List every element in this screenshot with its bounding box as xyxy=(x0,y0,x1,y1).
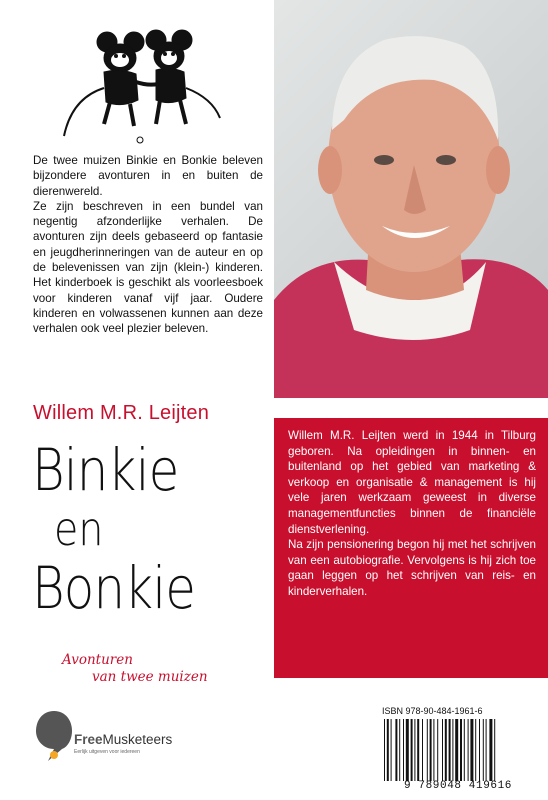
barcode-bar xyxy=(437,719,438,781)
barcode-bar xyxy=(427,719,428,781)
barcode-block xyxy=(378,706,538,794)
title-line-binkie: Binkie xyxy=(32,436,179,504)
barcode-bar xyxy=(452,719,453,781)
barcode-bar xyxy=(387,719,389,781)
speech-bubble-icon xyxy=(34,707,74,763)
barcode-bar xyxy=(391,719,392,781)
title-line-en: en xyxy=(54,502,104,556)
barcode-bar xyxy=(449,719,451,781)
author-portrait-graphic xyxy=(274,0,548,398)
barcode-bar xyxy=(483,719,484,781)
barcode-bar xyxy=(384,719,385,781)
barcode-graphic xyxy=(382,719,536,781)
barcode-bar xyxy=(475,719,476,781)
barcode-bar xyxy=(464,719,465,781)
barcode-bar xyxy=(460,719,462,781)
title-line-bonkie: Bonkie xyxy=(32,554,196,622)
isbn-label: ISBN 978-90-484-1961-6 xyxy=(382,706,483,716)
isbn-digits: 9 789048 419616 xyxy=(403,780,513,792)
barcode-bar xyxy=(411,719,413,781)
barcode-bar xyxy=(403,719,404,781)
barcode-bar xyxy=(489,719,492,781)
barcode-bar xyxy=(399,719,400,781)
barcode-bar xyxy=(445,719,447,781)
publisher-name xyxy=(74,732,172,747)
blurb-text xyxy=(33,153,263,337)
barcode-bar xyxy=(433,719,434,781)
barcode-bar xyxy=(430,719,432,781)
barcode-bar xyxy=(455,719,458,781)
barcode-bar xyxy=(406,719,409,781)
barcode-bar xyxy=(468,719,469,781)
author-photo xyxy=(274,0,548,398)
bio-paragraph: Willem M.R. Leijten werd in 1944 in Tilburg geboren. Na opleidingen in binnen- en buitenland op het gebied van marketing & verkoop en organisatie & management is hij vele jaren werkzaam geweest in diverse managementfuncties binnen de financiële dienstverlening. xyxy=(288,429,536,536)
barcode-bar xyxy=(417,719,419,781)
publisher-free: Free xyxy=(74,732,103,747)
book-subtitle xyxy=(62,652,208,686)
author-bio xyxy=(274,418,548,678)
subtitle-line-1: Avonturen xyxy=(62,652,133,668)
mice-illustration xyxy=(52,28,232,148)
barcode-bar xyxy=(395,719,397,781)
blurb-paragraph: Ze zijn beschreven in een bundel van negentig afzonderlijke verhalen. De avonturen zijn deels gebaseerd op fantasie en jeugdherinneringen van de auteur en op de belevenissen van zijn (klein-) kinderen. Het kinderboek is geschikt als voorleesboek voor kinderen vanaf vijf jaar. Oudere kinderen en volwassenen kunnen aan deze verhalen ook veel plezier beleven. xyxy=(33,199,263,336)
blurb-paragraph: De twee muizen Binkie en Bonkie beleven bijzondere avonturen in en buiten de dierenwereld. xyxy=(33,154,263,198)
subtitle-line-2: van twee muizen xyxy=(92,669,208,685)
barcode-bar xyxy=(479,719,480,781)
barcode-bar xyxy=(414,719,415,781)
barcode-bar xyxy=(486,719,487,781)
publisher-musketeers: Musketeers xyxy=(102,732,173,747)
barcode-bar xyxy=(470,719,473,781)
publisher-logo xyxy=(34,707,194,767)
bio-paragraph: Na zijn pensionering begon hij met het schrijven van een autobiografie. Vervolgens is hij zich toe gaan leggen op het schrijven van reis- en kinderverhalen. xyxy=(288,538,536,598)
barcode-bar xyxy=(422,719,423,781)
publisher-tagline: Eerlijk uitgeven voor iedereen xyxy=(74,749,140,755)
author-name: Willem M.R. Leijten xyxy=(33,402,210,424)
barcode-bar xyxy=(442,719,443,781)
barcode-bar xyxy=(494,719,495,781)
